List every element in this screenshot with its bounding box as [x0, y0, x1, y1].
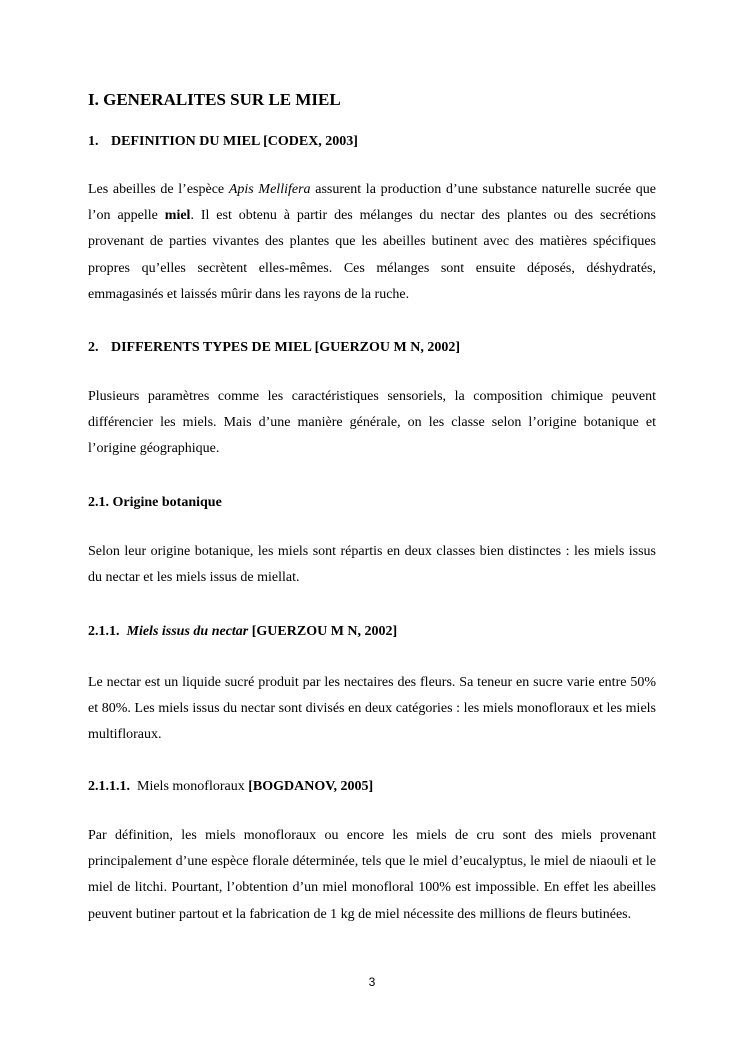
section-1-paragraph — [88, 177, 656, 308]
section-2-heading — [88, 339, 656, 357]
text-run: . Il est obtenu à partir des mélanges du nectar des plantes ou des secrétions provenant de parties vivantes des plantes que les abeilles butinent avec des matières spécifiques propres qu’elles secrètent elles-mêmes. Ces mélanges sont ensuite déposés, déshydratés, emmagasinés et laissés mûrir dans les rayons de la ruche. — [88, 208, 656, 302]
chapter-title: I. GENERALITES SUR LE MIEL — [88, 90, 341, 109]
section-2-title: DIFFERENTS TYPES DE MIEL [GUERZOU M N, 2002] — [111, 340, 461, 355]
section-2-1-1-1-ref: [BOGDANOV, 2005] — [248, 779, 374, 794]
section-2-1-1-paragraph: Le nectar est un liquide sucré produit par les nectaires des fleurs. Sa teneur en sucre varie entre 50% et 80%. Les miels issus du nectar sont divisés en deux catégories : les miels monofloraux et les miels multifloraux. — [88, 675, 656, 743]
section-2-1-heading: 2.1. Origine botanique — [88, 495, 222, 510]
section-2-number: 2. — [88, 340, 99, 355]
section-1-number: 1. — [88, 134, 99, 149]
section-2-1-paragraph: Selon leur origine botanique, les miels sont répartis en deux classes bien distinctes : les miels issus du nectar et les miels issus de miellat. — [88, 544, 656, 586]
term-miel: miel — [164, 208, 191, 224]
section-2-1-1-1-number: 2.1.1.1. — [88, 779, 130, 794]
section-1-title: DEFINITION DU MIEL [CODEX, 2003] — [111, 134, 358, 149]
section-2-paragraph: Plusieurs paramètres comme les caractéristiques sensoriels, la composition chimique peuvent différencier les miels. Mais d’une manière générale, on les classe selon l’origine botanique et l’origine géographique. — [88, 389, 656, 457]
section-2-1-1-heading — [88, 623, 656, 641]
section-2-1-1-number: 2.1.1. — [88, 624, 120, 639]
section-2-1-1-title: Miels issus du nectar — [126, 624, 249, 639]
document-page — [88, 0, 656, 1053]
section-2-1-1-1-heading — [88, 778, 656, 796]
section-2-1-1-1-title: Miels monofloraux — [137, 779, 245, 794]
section-2-1-1-1-paragraph: Par définition, les miels monofloraux ou encore les miels de cru sont des miels provenant principalement d’une espèce florale déterminée, tels que le miel d’eucalyptus, le miel de niaouli et le miel de litchi. Pourtant, l’obtention d’un miel monofloral 100% est impossible. En effet les abeilles peuvent butiner partout et la fabrication de 1 kg de miel nécessite des millions de fleurs butinées. — [88, 828, 656, 922]
species-name: Apis Mellifera — [228, 182, 311, 197]
text-run: assurent la production d’une substance naturelle sucrée que l’on appelle — [88, 182, 656, 224]
text-run: Les abeilles de l’espèce — [88, 182, 229, 197]
section-2-1-1-ref: [GUERZOU M N, 2002] — [251, 624, 398, 639]
section-1-heading — [88, 133, 656, 151]
page-number: 3 — [368, 975, 376, 989]
